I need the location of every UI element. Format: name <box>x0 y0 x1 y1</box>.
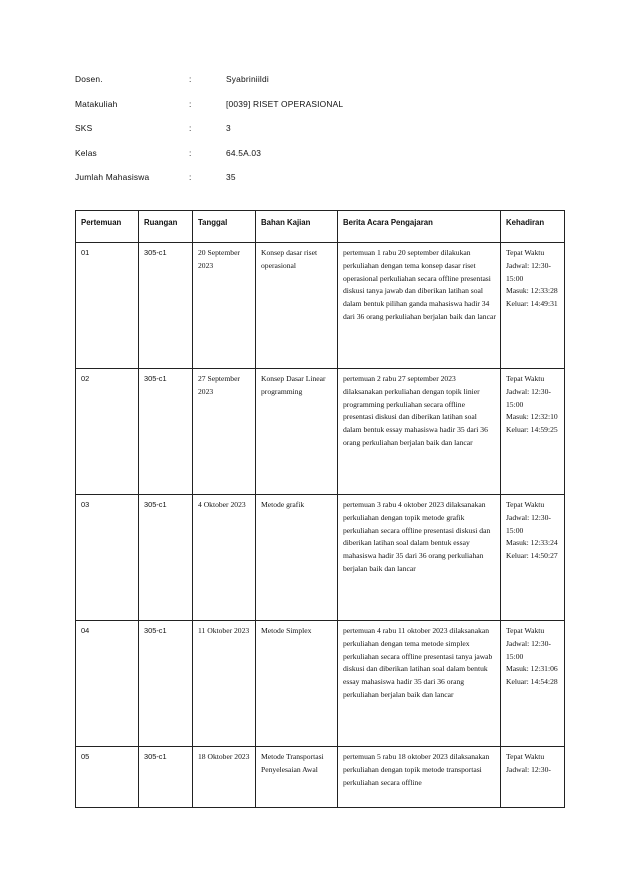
info-value-matakuliah: [0039] RISET OPERASIONAL <box>226 98 344 109</box>
kehadiran-status: Tepat Waktu <box>506 626 545 635</box>
info-value-jumlah-mahasiswa: 35 <box>226 172 236 182</box>
info-colon: : <box>189 147 192 158</box>
cell-kehadiran <box>501 495 565 621</box>
cell-kehadiran <box>501 621 565 747</box>
info-label: Matakuliah <box>75 98 118 109</box>
info-value-kelas: 64.5A.03 <box>226 147 262 158</box>
table-row <box>76 747 565 808</box>
cell-kehadiran <box>501 369 565 495</box>
cell-berita-acara: pertemuan 5 rabu 18 oktober 2023 dilaksanakan perkuliahan dengan topik metode transportasi perkuliahan secara offline <box>338 747 501 808</box>
cell-bahan-kajian: Konsep Dasar Linear programming <box>256 369 338 495</box>
column-header-ruangan: Ruangan <box>139 211 193 243</box>
kehadiran-masuk: Masuk: 12:32:10 <box>506 412 558 422</box>
cell-tanggal: 27 September 2023 <box>193 369 256 495</box>
cell-pertemuan: 01 <box>76 243 139 369</box>
kehadiran-jadwal: Jadwal: 12:30-15:00 <box>506 638 551 661</box>
attendance-table <box>75 210 565 808</box>
cell-bahan-kajian: Metode grafik <box>256 495 338 621</box>
column-header-berita-acara: Berita Acara Pengajaran <box>338 211 501 243</box>
cell-ruangan: 305-c1 <box>139 369 193 495</box>
kehadiran-masuk: Masuk: 12:31:06 <box>506 664 558 674</box>
cell-ruangan: 305-c1 <box>139 621 193 747</box>
info-label: Kelas <box>75 147 97 158</box>
table-header-row <box>76 211 565 243</box>
kehadiran-keluar: Keluar: 14:49:31 <box>506 299 558 309</box>
kehadiran-keluar: Keluar: 14:50:27 <box>506 551 558 561</box>
kehadiran-masuk: Masuk: 12:33:24 <box>506 538 558 548</box>
cell-berita-acara: pertemuan 1 rabu 20 september dilakukan perkuliahan dengan tema konsep dasar riset operasional perkuliahan secara offline presentasi diskusi tanya jawab dan diberikan latihan soal dalam bentuk pilihan ganda mahasiswa hadir 34 dari 36 orang perkuliahan berjalan baik dan lancar <box>338 243 501 369</box>
column-header-pertemuan: Pertemuan <box>76 211 139 243</box>
cell-kehadiran <box>501 243 565 369</box>
table-row <box>76 369 565 495</box>
cell-tanggal: 18 Oktober 2023 <box>193 747 256 808</box>
kehadiran-jadwal: Jadwal: 12:30-15:00 <box>506 260 551 283</box>
table-row <box>76 243 565 369</box>
info-value-sks: 3 <box>226 123 231 133</box>
info-colon: : <box>189 74 192 84</box>
kehadiran-jadwal: Jadwal: 12:30-15:00 <box>506 386 551 409</box>
cell-berita-acara: pertemuan 2 rabu 27 september 2023 dilaksanakan perkuliahan dengan topik linier programming perkuliahan secara offline presentasi diskusi dan diberikan latihan soal dalam bentuk essay mahasiswa hadir 35 dari 36 orang perkuliahan berjalan baik dan lancar <box>338 369 501 495</box>
kehadiran-keluar: Keluar: 14:54:28 <box>506 677 558 687</box>
cell-ruangan: 305-c1 <box>139 495 193 621</box>
kehadiran-status: Tepat Waktu <box>506 500 545 509</box>
kehadiran-jadwal: Jadwal: 12:30- <box>506 764 551 774</box>
cell-tanggal: 20 September 2023 <box>193 243 256 369</box>
kehadiran-status: Tepat Waktu <box>506 752 545 761</box>
info-colon: : <box>189 98 192 109</box>
table-row <box>76 621 565 747</box>
info-colon: : <box>189 172 192 182</box>
info-value-dosen: Syabriniildi <box>226 74 269 84</box>
cell-tanggal: 4 Oktober 2023 <box>193 495 256 621</box>
kehadiran-status: Tepat Waktu <box>506 248 545 257</box>
cell-ruangan: 305-c1 <box>139 747 193 808</box>
cell-bahan-kajian: Konsep dasar riset operasional <box>256 243 338 369</box>
info-label: SKS <box>75 123 93 133</box>
info-colon: : <box>189 123 192 133</box>
cell-bahan-kajian: Metode Simplex <box>256 621 338 747</box>
cell-bahan-kajian: Metode Transportasi Penyelesaian Awal <box>256 747 338 808</box>
kehadiran-status: Tepat Waktu <box>506 374 545 383</box>
cell-pertemuan: 04 <box>76 621 139 747</box>
column-header-tanggal: Tanggal <box>193 211 256 243</box>
kehadiran-jadwal: Jadwal: 12:30-15:00 <box>506 512 551 535</box>
kehadiran-masuk: Masuk: 12:33:28 <box>506 286 558 296</box>
info-label: Dosen. <box>75 74 103 84</box>
kehadiran-keluar: Keluar: 14:59:25 <box>506 425 558 435</box>
cell-pertemuan: 05 <box>76 747 139 808</box>
cell-pertemuan: 02 <box>76 369 139 495</box>
cell-berita-acara: pertemuan 4 rabu 11 oktober 2023 dilaksanakan perkuliahan dengan tema metode simplex perkuliahan secara offline presentasi tanya jawab diskusi dan diberikan latihan soal dalam bentuk essay mahasiswa hadir 35 dari 36 orang perkuliahan berjalan baik dan lancar <box>338 621 501 747</box>
cell-berita-acara: pertemuan 3 rabu 4 oktober 2023 dilaksanakan perkuliahan dengan topik metode grafik perkuliahan secara offline presentasi diskusi dan diberikan latihan soal dalam bentuk essay mahasiswa hadir 35 dari 36 orang perkuliahan berjalan baik dan lancar <box>338 495 501 621</box>
table-row <box>76 495 565 621</box>
info-label: Jumlah Mahasiswa <box>75 172 150 182</box>
cell-ruangan: 305-c1 <box>139 243 193 369</box>
column-header-kehadiran: Kehadiran <box>501 211 565 243</box>
cell-pertemuan: 03 <box>76 495 139 621</box>
column-header-bahan-kajian: Bahan Kajian <box>256 211 338 243</box>
cell-kehadiran <box>501 747 565 808</box>
cell-tanggal: 11 Oktober 2023 <box>193 621 256 747</box>
